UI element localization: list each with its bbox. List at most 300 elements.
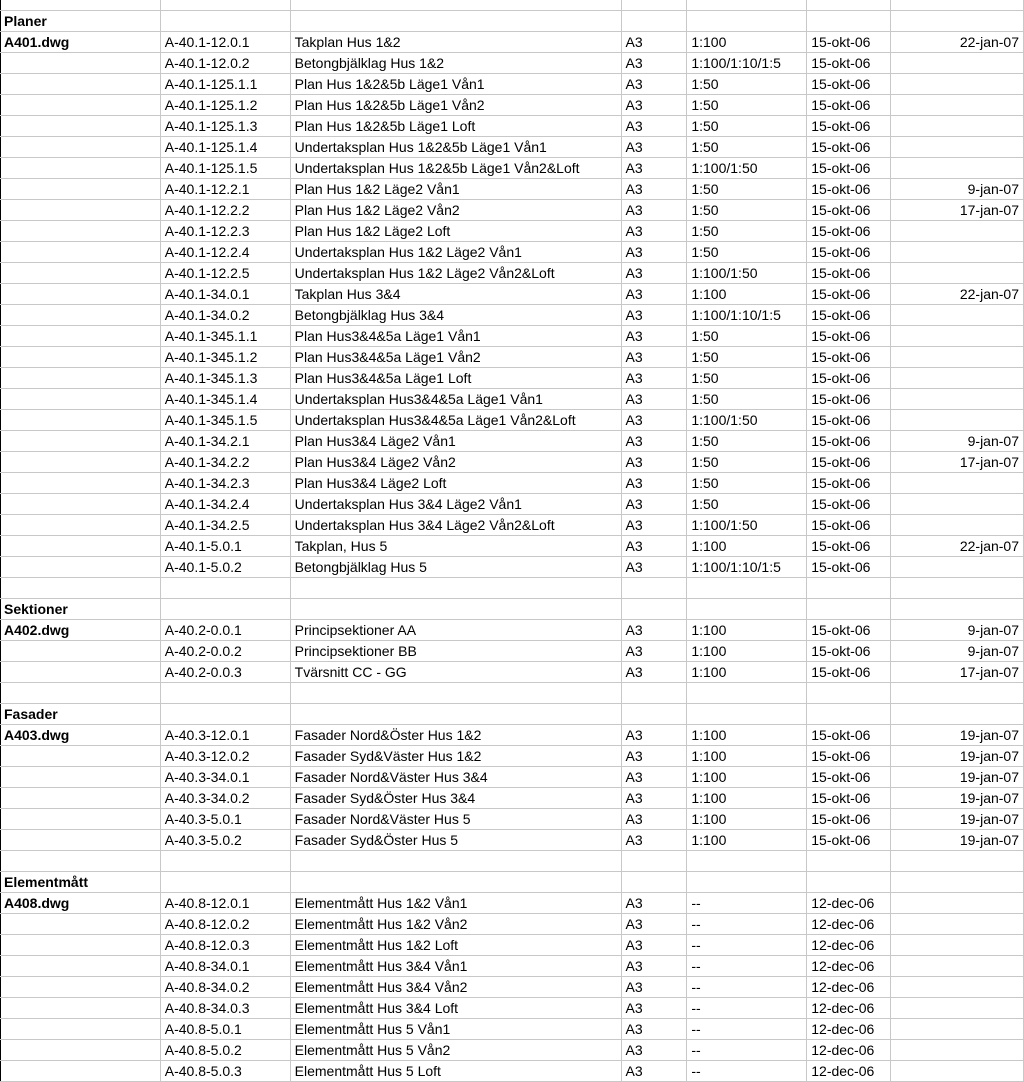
title-cell[interactable]: Fasader Nord&Väster Hus 5 [290, 809, 621, 830]
format-cell[interactable]: A3 [621, 809, 687, 830]
file-cell[interactable] [1, 242, 161, 263]
revision-date-cell[interactable] [891, 11, 1024, 32]
drawing-number-cell[interactable]: A-40.1-34.0.1 [160, 284, 290, 305]
format-cell[interactable]: A3 [621, 956, 687, 977]
scale-cell[interactable]: -- [687, 935, 807, 956]
title-cell[interactable]: Undertaksplan Hus 1&2 Läge2 Vån2&Loft [290, 263, 621, 284]
date-cell[interactable] [807, 704, 891, 725]
date-cell[interactable]: 12-dec-06 [807, 914, 891, 935]
revision-date-cell[interactable] [891, 116, 1024, 137]
revision-date-cell[interactable] [891, 1061, 1024, 1082]
format-cell[interactable]: A3 [621, 620, 687, 641]
scale-cell[interactable] [687, 851, 807, 872]
file-cell[interactable] [1, 662, 161, 683]
title-cell[interactable]: Plan Hus 1&2&5b Läge1 Vån2 [290, 95, 621, 116]
file-cell[interactable] [1, 284, 161, 305]
format-cell[interactable]: A3 [621, 788, 687, 809]
format-cell[interactable]: A3 [621, 242, 687, 263]
format-cell[interactable] [621, 683, 687, 704]
scale-cell[interactable]: 1:50 [687, 389, 807, 410]
revision-date-cell[interactable] [891, 683, 1024, 704]
drawing-number-cell[interactable]: A-40.1-345.1.1 [160, 326, 290, 347]
title-cell[interactable]: Takplan Hus 1&2 [290, 32, 621, 53]
format-cell[interactable]: A3 [621, 641, 687, 662]
revision-date-cell[interactable] [891, 914, 1024, 935]
revision-date-cell[interactable]: 9-jan-07 [891, 620, 1024, 641]
format-cell[interactable]: A3 [621, 1040, 687, 1061]
scale-cell[interactable] [687, 683, 807, 704]
drawing-number-cell[interactable]: A-40.3-34.0.1 [160, 767, 290, 788]
date-cell[interactable] [807, 578, 891, 599]
drawing-number-cell[interactable]: A-40.1-34.2.1 [160, 431, 290, 452]
revision-date-cell[interactable]: 19-jan-07 [891, 809, 1024, 830]
title-cell[interactable]: Fasader Nord&Öster Hus 1&2 [290, 725, 621, 746]
date-cell[interactable]: 15-okt-06 [807, 284, 891, 305]
revision-date-cell[interactable] [891, 977, 1024, 998]
date-cell[interactable]: 12-dec-06 [807, 1019, 891, 1040]
drawing-number-cell[interactable]: A-40.1-34.0.2 [160, 305, 290, 326]
scale-cell[interactable]: -- [687, 1040, 807, 1061]
date-cell[interactable] [807, 872, 891, 893]
file-cell[interactable]: A403.dwg [1, 725, 161, 746]
drawing-number-cell[interactable]: A-40.2-0.0.3 [160, 662, 290, 683]
drawing-number-cell[interactable]: A-40.8-34.0.3 [160, 998, 290, 1019]
revision-date-cell[interactable]: 17-jan-07 [891, 200, 1024, 221]
format-cell[interactable]: A3 [621, 431, 687, 452]
drawing-number-cell[interactable]: A-40.1-125.1.4 [160, 137, 290, 158]
title-cell[interactable] [290, 683, 621, 704]
title-cell[interactable]: Betongbjälklag Hus 3&4 [290, 305, 621, 326]
file-cell[interactable] [1, 914, 161, 935]
revision-date-cell[interactable]: 19-jan-07 [891, 788, 1024, 809]
drawing-number-cell[interactable]: A-40.1-345.1.3 [160, 368, 290, 389]
title-cell[interactable]: Elementmått Hus 1&2 Loft [290, 935, 621, 956]
scale-cell[interactable]: 1:100 [687, 725, 807, 746]
format-cell[interactable] [621, 578, 687, 599]
format-cell[interactable]: A3 [621, 494, 687, 515]
format-cell[interactable]: A3 [621, 284, 687, 305]
title-cell[interactable]: Plan Hus3&4 Läge2 Loft [290, 473, 621, 494]
file-cell[interactable] [1, 809, 161, 830]
scale-cell[interactable]: 1:100 [687, 641, 807, 662]
revision-date-cell[interactable]: 19-jan-07 [891, 746, 1024, 767]
file-cell[interactable] [1, 788, 161, 809]
scale-cell[interactable]: 1:50 [687, 179, 807, 200]
file-cell[interactable] [1, 935, 161, 956]
file-cell[interactable] [1, 641, 161, 662]
scale-cell[interactable]: -- [687, 956, 807, 977]
file-cell[interactable] [1, 998, 161, 1019]
file-cell[interactable] [1, 851, 161, 872]
title-cell[interactable]: Undertaksplan Hus3&4&5a Läge1 Vån1 [290, 389, 621, 410]
file-cell[interactable] [1, 263, 161, 284]
date-cell[interactable]: 15-okt-06 [807, 662, 891, 683]
title-cell[interactable]: Plan Hus3&4 Läge2 Vån1 [290, 431, 621, 452]
revision-date-cell[interactable] [891, 326, 1024, 347]
format-cell[interactable]: A3 [621, 179, 687, 200]
date-cell[interactable]: 15-okt-06 [807, 431, 891, 452]
revision-date-cell[interactable] [891, 0, 1024, 11]
format-cell[interactable]: A3 [621, 830, 687, 851]
title-cell[interactable]: Plan Hus3&4&5a Läge1 Loft [290, 368, 621, 389]
format-cell[interactable]: A3 [621, 263, 687, 284]
date-cell[interactable]: 15-okt-06 [807, 326, 891, 347]
file-cell[interactable] [1, 221, 161, 242]
date-cell[interactable]: 15-okt-06 [807, 641, 891, 662]
file-cell[interactable] [1, 410, 161, 431]
revision-date-cell[interactable] [891, 494, 1024, 515]
format-cell[interactable]: A3 [621, 998, 687, 1019]
title-cell[interactable]: Undertaksplan Hus 3&4 Läge2 Vån1 [290, 494, 621, 515]
title-cell[interactable]: Plan Hus 1&2 Läge2 Vån2 [290, 200, 621, 221]
format-cell[interactable]: A3 [621, 347, 687, 368]
date-cell[interactable]: 15-okt-06 [807, 830, 891, 851]
scale-cell[interactable]: 1:100 [687, 32, 807, 53]
scale-cell[interactable]: 1:50 [687, 431, 807, 452]
date-cell[interactable]: 15-okt-06 [807, 242, 891, 263]
format-cell[interactable]: A3 [621, 32, 687, 53]
date-cell[interactable]: 12-dec-06 [807, 956, 891, 977]
title-cell[interactable] [290, 578, 621, 599]
drawing-number-cell[interactable]: A-40.1-12.2.5 [160, 263, 290, 284]
revision-date-cell[interactable] [891, 1040, 1024, 1061]
scale-cell[interactable]: -- [687, 914, 807, 935]
drawing-number-cell[interactable]: A-40.3-5.0.2 [160, 830, 290, 851]
file-cell[interactable] [1, 200, 161, 221]
drawing-number-cell[interactable]: A-40.1-345.1.5 [160, 410, 290, 431]
format-cell[interactable]: A3 [621, 95, 687, 116]
file-cell[interactable]: Sektioner [1, 599, 161, 620]
file-cell[interactable]: A402.dwg [1, 620, 161, 641]
file-cell[interactable] [1, 347, 161, 368]
format-cell[interactable]: A3 [621, 662, 687, 683]
date-cell[interactable]: 15-okt-06 [807, 74, 891, 95]
drawing-number-cell[interactable] [160, 872, 290, 893]
revision-date-cell[interactable]: 19-jan-07 [891, 725, 1024, 746]
date-cell[interactable]: 15-okt-06 [807, 473, 891, 494]
title-cell[interactable]: Undertaksplan Hus3&4&5a Läge1 Vån2&Loft [290, 410, 621, 431]
date-cell[interactable]: 12-dec-06 [807, 893, 891, 914]
revision-date-cell[interactable]: 22-jan-07 [891, 284, 1024, 305]
title-cell[interactable]: Plan Hus3&4 Läge2 Vån2 [290, 452, 621, 473]
revision-date-cell[interactable] [891, 389, 1024, 410]
scale-cell[interactable]: -- [687, 893, 807, 914]
file-cell[interactable] [1, 473, 161, 494]
title-cell[interactable] [290, 599, 621, 620]
scale-cell[interactable] [687, 0, 807, 11]
title-cell[interactable]: Undertaksplan Hus 1&2 Läge2 Vån1 [290, 242, 621, 263]
scale-cell[interactable]: 1:50 [687, 95, 807, 116]
drawing-number-cell[interactable]: A-40.1-345.1.4 [160, 389, 290, 410]
drawing-number-cell[interactable]: A-40.1-125.1.5 [160, 158, 290, 179]
revision-date-cell[interactable] [891, 242, 1024, 263]
file-cell[interactable] [1, 158, 161, 179]
title-cell[interactable]: Plan Hus 1&2 Läge2 Loft [290, 221, 621, 242]
title-cell[interactable]: Principsektioner AA [290, 620, 621, 641]
file-cell[interactable] [1, 746, 161, 767]
file-cell[interactable] [1, 326, 161, 347]
date-cell[interactable]: 15-okt-06 [807, 536, 891, 557]
format-cell[interactable]: A3 [621, 1019, 687, 1040]
scale-cell[interactable]: -- [687, 977, 807, 998]
file-cell[interactable] [1, 557, 161, 578]
file-cell[interactable]: Fasader [1, 704, 161, 725]
revision-date-cell[interactable] [891, 1019, 1024, 1040]
drawing-number-cell[interactable]: A-40.1-345.1.2 [160, 347, 290, 368]
format-cell[interactable] [621, 872, 687, 893]
format-cell[interactable]: A3 [621, 935, 687, 956]
date-cell[interactable]: 15-okt-06 [807, 767, 891, 788]
format-cell[interactable]: A3 [621, 53, 687, 74]
revision-date-cell[interactable]: 17-jan-07 [891, 452, 1024, 473]
revision-date-cell[interactable] [891, 137, 1024, 158]
drawing-number-cell[interactable]: A-40.3-12.0.2 [160, 746, 290, 767]
scale-cell[interactable]: 1:50 [687, 326, 807, 347]
file-cell[interactable]: A401.dwg [1, 32, 161, 53]
file-cell[interactable] [1, 515, 161, 536]
format-cell[interactable]: A3 [621, 893, 687, 914]
title-cell[interactable] [290, 872, 621, 893]
drawing-number-cell[interactable]: A-40.1-5.0.2 [160, 557, 290, 578]
drawing-number-cell[interactable]: A-40.1-34.2.5 [160, 515, 290, 536]
drawing-number-cell[interactable]: A-40.2-0.0.2 [160, 641, 290, 662]
file-cell[interactable]: Elementmått [1, 872, 161, 893]
date-cell[interactable] [807, 851, 891, 872]
revision-date-cell[interactable] [891, 473, 1024, 494]
format-cell[interactable] [621, 11, 687, 32]
file-cell[interactable] [1, 494, 161, 515]
scale-cell[interactable]: 1:100 [687, 284, 807, 305]
drawing-number-cell[interactable] [160, 683, 290, 704]
file-cell[interactable] [1, 767, 161, 788]
revision-date-cell[interactable] [891, 599, 1024, 620]
scale-cell[interactable]: 1:50 [687, 452, 807, 473]
title-cell[interactable]: Elementmått Hus 5 Vån2 [290, 1040, 621, 1061]
file-cell[interactable] [1, 368, 161, 389]
scale-cell[interactable]: 1:50 [687, 347, 807, 368]
scale-cell[interactable]: 1:100 [687, 620, 807, 641]
date-cell[interactable]: 15-okt-06 [807, 137, 891, 158]
scale-cell[interactable]: 1:50 [687, 116, 807, 137]
scale-cell[interactable]: 1:50 [687, 74, 807, 95]
drawing-number-cell[interactable]: A-40.2-0.0.1 [160, 620, 290, 641]
revision-date-cell[interactable]: 9-jan-07 [891, 431, 1024, 452]
scale-cell[interactable]: 1:100/1:50 [687, 158, 807, 179]
file-cell[interactable] [1, 305, 161, 326]
format-cell[interactable]: A3 [621, 221, 687, 242]
revision-date-cell[interactable] [891, 305, 1024, 326]
title-cell[interactable]: Plan Hus 1&2&5b Läge1 Loft [290, 116, 621, 137]
title-cell[interactable] [290, 0, 621, 11]
title-cell[interactable]: Undertaksplan Hus 3&4 Läge2 Vån2&Loft [290, 515, 621, 536]
file-cell[interactable] [1, 116, 161, 137]
title-cell[interactable]: Betongbjälklag Hus 5 [290, 557, 621, 578]
scale-cell[interactable]: 1:100 [687, 809, 807, 830]
revision-date-cell[interactable] [891, 704, 1024, 725]
revision-date-cell[interactable] [891, 893, 1024, 914]
title-cell[interactable]: Elementmått Hus 3&4 Vån1 [290, 956, 621, 977]
drawing-number-cell[interactable]: A-40.8-34.0.1 [160, 956, 290, 977]
scale-cell[interactable] [687, 704, 807, 725]
date-cell[interactable]: 15-okt-06 [807, 221, 891, 242]
title-cell[interactable]: Elementmått Hus 5 Vån1 [290, 1019, 621, 1040]
format-cell[interactable]: A3 [621, 74, 687, 95]
drawing-number-cell[interactable]: A-40.3-34.0.2 [160, 788, 290, 809]
revision-date-cell[interactable]: 9-jan-07 [891, 179, 1024, 200]
format-cell[interactable]: A3 [621, 368, 687, 389]
scale-cell[interactable] [687, 11, 807, 32]
format-cell[interactable]: A3 [621, 977, 687, 998]
scale-cell[interactable]: -- [687, 998, 807, 1019]
drawing-number-cell[interactable] [160, 11, 290, 32]
scale-cell[interactable]: 1:100 [687, 830, 807, 851]
title-cell[interactable]: Elementmått Hus 1&2 Vån2 [290, 914, 621, 935]
format-cell[interactable] [621, 704, 687, 725]
scale-cell[interactable]: 1:100/1:50 [687, 410, 807, 431]
format-cell[interactable]: A3 [621, 410, 687, 431]
title-cell[interactable]: Elementmått Hus 5 Loft [290, 1061, 621, 1082]
date-cell[interactable]: 15-okt-06 [807, 620, 891, 641]
format-cell[interactable]: A3 [621, 515, 687, 536]
format-cell[interactable]: A3 [621, 452, 687, 473]
date-cell[interactable]: 15-okt-06 [807, 788, 891, 809]
format-cell[interactable]: A3 [621, 305, 687, 326]
file-cell[interactable] [1, 977, 161, 998]
scale-cell[interactable]: -- [687, 1061, 807, 1082]
date-cell[interactable]: 12-dec-06 [807, 998, 891, 1019]
drawing-number-cell[interactable]: A-40.1-12.2.1 [160, 179, 290, 200]
drawing-number-cell[interactable]: A-40.8-5.0.1 [160, 1019, 290, 1040]
revision-date-cell[interactable] [891, 74, 1024, 95]
revision-date-cell[interactable] [891, 158, 1024, 179]
scale-cell[interactable]: 1:100 [687, 767, 807, 788]
revision-date-cell[interactable]: 22-jan-07 [891, 536, 1024, 557]
title-cell[interactable]: Principsektioner BB [290, 641, 621, 662]
revision-date-cell[interactable]: 9-jan-07 [891, 641, 1024, 662]
format-cell[interactable]: A3 [621, 746, 687, 767]
date-cell[interactable]: 15-okt-06 [807, 158, 891, 179]
date-cell[interactable]: 15-okt-06 [807, 179, 891, 200]
date-cell[interactable]: 15-okt-06 [807, 746, 891, 767]
title-cell[interactable] [290, 704, 621, 725]
revision-date-cell[interactable]: 19-jan-07 [891, 830, 1024, 851]
scale-cell[interactable] [687, 578, 807, 599]
date-cell[interactable] [807, 11, 891, 32]
scale-cell[interactable] [687, 599, 807, 620]
revision-date-cell[interactable] [891, 515, 1024, 536]
scale-cell[interactable]: 1:50 [687, 200, 807, 221]
drawing-number-cell[interactable]: A-40.1-125.1.1 [160, 74, 290, 95]
drawing-number-cell[interactable]: A-40.1-5.0.1 [160, 536, 290, 557]
title-cell[interactable]: Fasader Syd&Öster Hus 5 [290, 830, 621, 851]
drawing-number-cell[interactable]: A-40.3-5.0.1 [160, 809, 290, 830]
title-cell[interactable]: Takplan, Hus 5 [290, 536, 621, 557]
file-cell[interactable]: Planer [1, 11, 161, 32]
format-cell[interactable]: A3 [621, 725, 687, 746]
title-cell[interactable]: Fasader Syd&Väster Hus 1&2 [290, 746, 621, 767]
date-cell[interactable]: 12-dec-06 [807, 1040, 891, 1061]
date-cell[interactable]: 15-okt-06 [807, 725, 891, 746]
revision-date-cell[interactable] [891, 935, 1024, 956]
date-cell[interactable] [807, 683, 891, 704]
format-cell[interactable]: A3 [621, 200, 687, 221]
title-cell[interactable]: Fasader Nord&Väster Hus 3&4 [290, 767, 621, 788]
date-cell[interactable]: 15-okt-06 [807, 809, 891, 830]
date-cell[interactable]: 15-okt-06 [807, 389, 891, 410]
revision-date-cell[interactable] [891, 998, 1024, 1019]
drawing-number-cell[interactable]: A-40.1-12.2.2 [160, 200, 290, 221]
scale-cell[interactable]: 1:100/1:10/1:5 [687, 305, 807, 326]
title-cell[interactable]: Tvärsnitt CC - GG [290, 662, 621, 683]
file-cell[interactable] [1, 1019, 161, 1040]
revision-date-cell[interactable] [891, 410, 1024, 431]
title-cell[interactable]: Betongbjälklag Hus 1&2 [290, 53, 621, 74]
date-cell[interactable]: 15-okt-06 [807, 368, 891, 389]
revision-date-cell[interactable] [891, 956, 1024, 977]
revision-date-cell[interactable] [891, 95, 1024, 116]
revision-date-cell[interactable] [891, 347, 1024, 368]
drawing-number-cell[interactable] [160, 0, 290, 11]
drawing-number-cell[interactable]: A-40.1-12.0.1 [160, 32, 290, 53]
revision-date-cell[interactable] [891, 851, 1024, 872]
date-cell[interactable]: 15-okt-06 [807, 305, 891, 326]
date-cell[interactable]: 15-okt-06 [807, 263, 891, 284]
date-cell[interactable]: 15-okt-06 [807, 32, 891, 53]
drawing-number-cell[interactable]: A-40.1-125.1.2 [160, 95, 290, 116]
scale-cell[interactable]: 1:100 [687, 536, 807, 557]
scale-cell[interactable]: 1:100/1:10/1:5 [687, 557, 807, 578]
drawing-number-cell[interactable]: A-40.1-34.2.4 [160, 494, 290, 515]
drawing-number-cell[interactable]: A-40.8-12.0.1 [160, 893, 290, 914]
scale-cell[interactable]: 1:50 [687, 368, 807, 389]
drawing-number-cell[interactable]: A-40.1-34.2.3 [160, 473, 290, 494]
date-cell[interactable] [807, 599, 891, 620]
file-cell[interactable] [1, 53, 161, 74]
date-cell[interactable]: 15-okt-06 [807, 452, 891, 473]
revision-date-cell[interactable] [891, 53, 1024, 74]
drawing-number-cell[interactable]: A-40.8-34.0.2 [160, 977, 290, 998]
title-cell[interactable]: Plan Hus3&4&5a Läge1 Vån2 [290, 347, 621, 368]
format-cell[interactable]: A3 [621, 389, 687, 410]
title-cell[interactable]: Undertaksplan Hus 1&2&5b Läge1 Vån1 [290, 137, 621, 158]
title-cell[interactable]: Plan Hus 1&2 Läge2 Vån1 [290, 179, 621, 200]
format-cell[interactable] [621, 0, 687, 11]
drawing-number-cell[interactable] [160, 599, 290, 620]
file-cell[interactable] [1, 956, 161, 977]
revision-date-cell[interactable]: 17-jan-07 [891, 662, 1024, 683]
file-cell[interactable] [1, 389, 161, 410]
revision-date-cell[interactable] [891, 578, 1024, 599]
scale-cell[interactable]: 1:100/1:50 [687, 263, 807, 284]
date-cell[interactable]: 15-okt-06 [807, 116, 891, 137]
date-cell[interactable]: 15-okt-06 [807, 200, 891, 221]
file-cell[interactable] [1, 536, 161, 557]
date-cell[interactable]: 15-okt-06 [807, 515, 891, 536]
scale-cell[interactable] [687, 872, 807, 893]
scale-cell[interactable]: 1:100 [687, 788, 807, 809]
drawing-number-cell[interactable]: A-40.8-5.0.2 [160, 1040, 290, 1061]
title-cell[interactable]: Takplan Hus 3&4 [290, 284, 621, 305]
file-cell[interactable] [1, 179, 161, 200]
title-cell[interactable]: Plan Hus 1&2&5b Läge1 Vån1 [290, 74, 621, 95]
drawing-number-cell[interactable]: A-40.8-12.0.3 [160, 935, 290, 956]
file-cell[interactable]: A408.dwg [1, 893, 161, 914]
file-cell[interactable] [1, 1040, 161, 1061]
date-cell[interactable]: 12-dec-06 [807, 977, 891, 998]
scale-cell[interactable]: 1:50 [687, 494, 807, 515]
scale-cell[interactable]: 1:100/1:50 [687, 515, 807, 536]
format-cell[interactable]: A3 [621, 1061, 687, 1082]
